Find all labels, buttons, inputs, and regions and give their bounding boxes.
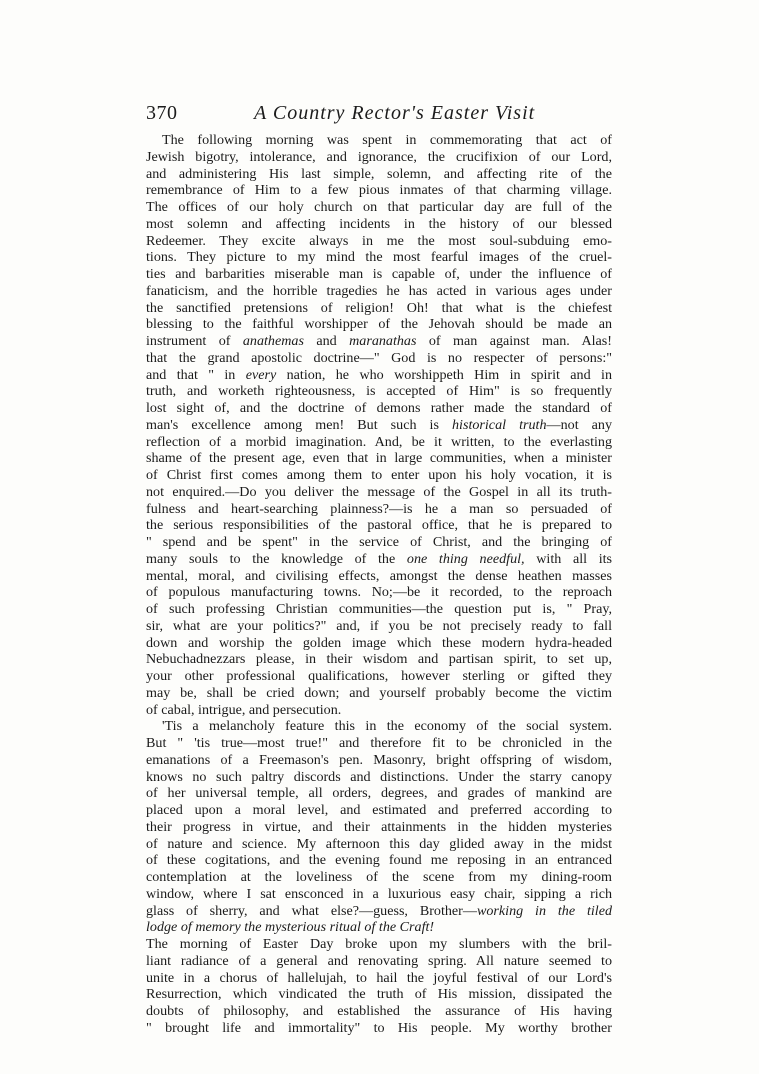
text-run: glass of sherry, and what else?—guess, Brother—	[146, 902, 477, 919]
text-line	[146, 568, 612, 585]
text-run: most solemn and affecting incidents in the history of our blessed	[146, 215, 612, 232]
text-run: The morning of Easter Day broke upon my slumbers with the bril-	[146, 936, 612, 952]
text-run: of nature and science. My afternoon this day glided away in the midst	[146, 835, 612, 852]
text-line	[146, 702, 612, 719]
text-run: liant radiance of a general and renovating spring. All nature seemed to	[146, 952, 612, 969]
text-line	[146, 869, 612, 886]
text-line	[146, 484, 612, 501]
text-line	[146, 166, 612, 183]
text-run: that the grand apostolic doctrine—" God is no respecter of persons:"	[146, 349, 612, 366]
text-run: mental, moral, and civilising effects, amongst the dense heathen masses	[146, 567, 612, 584]
paragraph	[146, 132, 612, 718]
text-line	[146, 1003, 612, 1020]
text-run: ties and barbarities miserable man is capable of, under the influence of	[146, 266, 612, 282]
text-line	[146, 752, 612, 769]
text-run: —not any	[546, 416, 613, 433]
text-line	[146, 233, 612, 250]
text-run: placed upon a moral level, and estimated and preferred according to	[146, 802, 612, 818]
text-run: of cabal, intrigue, and persecution.	[146, 701, 342, 718]
text-run: shame of the present age, even that in large communities, when a minister	[146, 450, 612, 467]
text-line	[146, 501, 612, 518]
text-line	[146, 300, 612, 317]
text-line	[146, 434, 612, 451]
text-run: and administering His last simple, solemn, and affecting rite of the	[146, 165, 612, 182]
text-run: the serious responsibilities of the pastoral office, that he is prepared to	[146, 517, 612, 534]
text-line	[146, 316, 612, 333]
paragraph	[146, 936, 612, 1037]
text-run: contemplation at the loveliness of the scene from my dining-room	[146, 869, 612, 885]
text-line	[146, 417, 612, 434]
text-run: emanations of a Freemason's pen. Masonry, bright offspring of wisdom,	[146, 751, 612, 768]
text-line	[146, 266, 612, 283]
text-line	[146, 685, 612, 702]
text-run: the sanctified pretensions of religion! Oh! that what is the chiefest	[146, 299, 612, 316]
page-header	[146, 100, 616, 130]
text-run: of Christ first comes among them to enter upon his holy vocation, it is	[146, 467, 612, 483]
text-run: fanaticism, and the horrible tragedies he has acted in various ages under	[146, 282, 612, 299]
text-run: reflection of a morbid imagination. And, be it written, to the everlasting	[146, 433, 612, 450]
text-run: with all its	[524, 550, 613, 567]
text-run: of populous manufacturing towns. No;—be it recorded, to the reproach	[146, 584, 612, 601]
text-line	[146, 919, 612, 936]
text-line	[146, 953, 612, 970]
text-run: But " 'tis true—most true!" and therefore fit to be chronicled in the	[146, 735, 612, 751]
text-line	[146, 970, 612, 987]
text-run: Redeemer. They excite always in me the most soul-subduing emo-	[146, 232, 612, 249]
text-line	[146, 584, 612, 601]
text-run: down and worship the golden image which these modern hydra-headed	[146, 634, 612, 651]
text-run: of her universal temple, all orders, degrees, and grades of mankind are	[146, 785, 612, 802]
text-line	[146, 383, 612, 400]
text-line	[146, 651, 612, 668]
text-line	[146, 903, 612, 920]
text-run: Jewish bigotry, intolerance, and ignorance, the crucifixion of our Lord,	[146, 148, 612, 165]
text-run: of man against man. Alas!	[416, 333, 612, 349]
text-run: many souls to the knowledge of the	[146, 550, 407, 567]
text-run: unite in a chorus of hallelujah, to hail the joyful festival of our Lord's	[146, 969, 612, 986]
page-number: 370	[146, 102, 178, 124]
text-run: " brought life and immortality" to His people. My worthy brother	[146, 1019, 612, 1036]
italic-text: lodge of memory the mysterious ritual of the Craft!	[146, 919, 435, 936]
text-line	[146, 534, 612, 551]
text-line	[146, 819, 612, 836]
text-run: knows no such paltry discords and distinctions. Under the starry canopy	[146, 768, 612, 785]
italic-text: anathemas	[242, 333, 304, 349]
italic-text: one thing needful,	[406, 550, 525, 567]
text-line	[146, 400, 612, 417]
text-line	[146, 986, 612, 1003]
italic-text: maranathas	[349, 333, 417, 349]
text-line	[146, 601, 612, 618]
text-line	[146, 769, 612, 786]
italic-text: working in the tiled	[476, 902, 613, 919]
text-line	[146, 199, 612, 216]
text-run: and	[303, 333, 350, 349]
text-line	[146, 216, 612, 233]
text-line	[146, 249, 612, 266]
text-line	[146, 668, 612, 685]
text-line	[146, 1020, 612, 1037]
text-run: tions. They picture to my mind the most fearful images of the cruel-	[146, 249, 612, 266]
text-run: of these cogitations, and the evening found me reposing in an entranced	[146, 852, 612, 869]
text-line	[146, 517, 612, 534]
text-line	[146, 635, 612, 652]
text-line	[146, 132, 612, 149]
text-line	[146, 149, 612, 166]
text-run: nation, he who worshippeth Him in spirit and in	[276, 366, 612, 383]
text-run: doubts of philosophy, and established the assurance of His having	[146, 1003, 612, 1019]
text-run: your other professional qualifications, however sterling or gifted they	[146, 668, 612, 684]
text-line	[146, 350, 612, 367]
text-line	[146, 450, 612, 467]
text-line	[146, 785, 612, 802]
italic-text: every	[245, 366, 277, 383]
text-run: " spend and be spent" in the service of Christ, and the bringing of	[146, 534, 612, 550]
text-run: window, where I sat ensconced in a luxurious easy chair, sipping a rich	[146, 885, 612, 902]
text-line	[146, 718, 612, 735]
text-run: The offices of our holy church on that particular day are full of the	[146, 199, 612, 215]
text-run: not enquired.—Do you deliver the message of the Gospel in all its truth-	[146, 483, 612, 500]
text-run: instrument of	[146, 333, 243, 349]
text-line	[146, 936, 612, 953]
text-line	[146, 735, 612, 752]
text-run: Resurrection, which vindicated the truth of His mission, dissipated the	[146, 986, 612, 1003]
text-run: may be, shall be cried down; and yourself probably become the victim	[146, 684, 612, 701]
text-line	[146, 836, 612, 853]
text-run: 'Tis a melancholy feature this in the economy of the social system.	[162, 718, 612, 735]
text-run: Nebuchadnezzars please, in their wisdom and partisan spirit, to set up,	[146, 651, 612, 668]
text-line	[146, 467, 612, 484]
text-line	[146, 182, 612, 199]
text-run: truth, and worketh righteousness, is accepted of Him" is so frequently	[146, 383, 612, 400]
text-line	[146, 551, 612, 568]
text-line	[146, 802, 612, 819]
text-line	[146, 886, 612, 903]
body-text	[146, 132, 612, 1037]
text-run: of such professing Christian communities—the question put is, " Pray,	[146, 601, 612, 617]
text-line	[146, 367, 612, 384]
paragraph	[146, 718, 612, 936]
text-run: blessing to the faithful worshipper of the Jehovah should be made an	[146, 316, 612, 333]
text-line	[146, 333, 612, 350]
text-run: and that " in	[146, 366, 246, 383]
text-run: lost sight of, and the doctrine of demons rather made the standard of	[146, 400, 612, 416]
text-line	[146, 283, 612, 300]
text-line	[146, 852, 612, 869]
italic-text: historical truth	[452, 416, 547, 433]
text-run: fulness and heart-searching plainness?—is he a man so persuaded of	[146, 500, 612, 517]
text-run: man's excellence among men! But such is	[146, 416, 452, 433]
text-run: sir, what are your politics?" and, if you be not precisely ready to fall	[146, 617, 612, 634]
text-run: remembrance of Him to a few pious inmates of that charming village.	[146, 182, 612, 199]
text-run: their progress in virtue, and their attainments in the hidden mysteries	[146, 818, 612, 835]
text-line	[146, 618, 612, 635]
text-run: The following morning was spent in commemorating that act of	[162, 132, 612, 148]
running-title: A Country Rector's Easter Visit	[254, 102, 536, 124]
